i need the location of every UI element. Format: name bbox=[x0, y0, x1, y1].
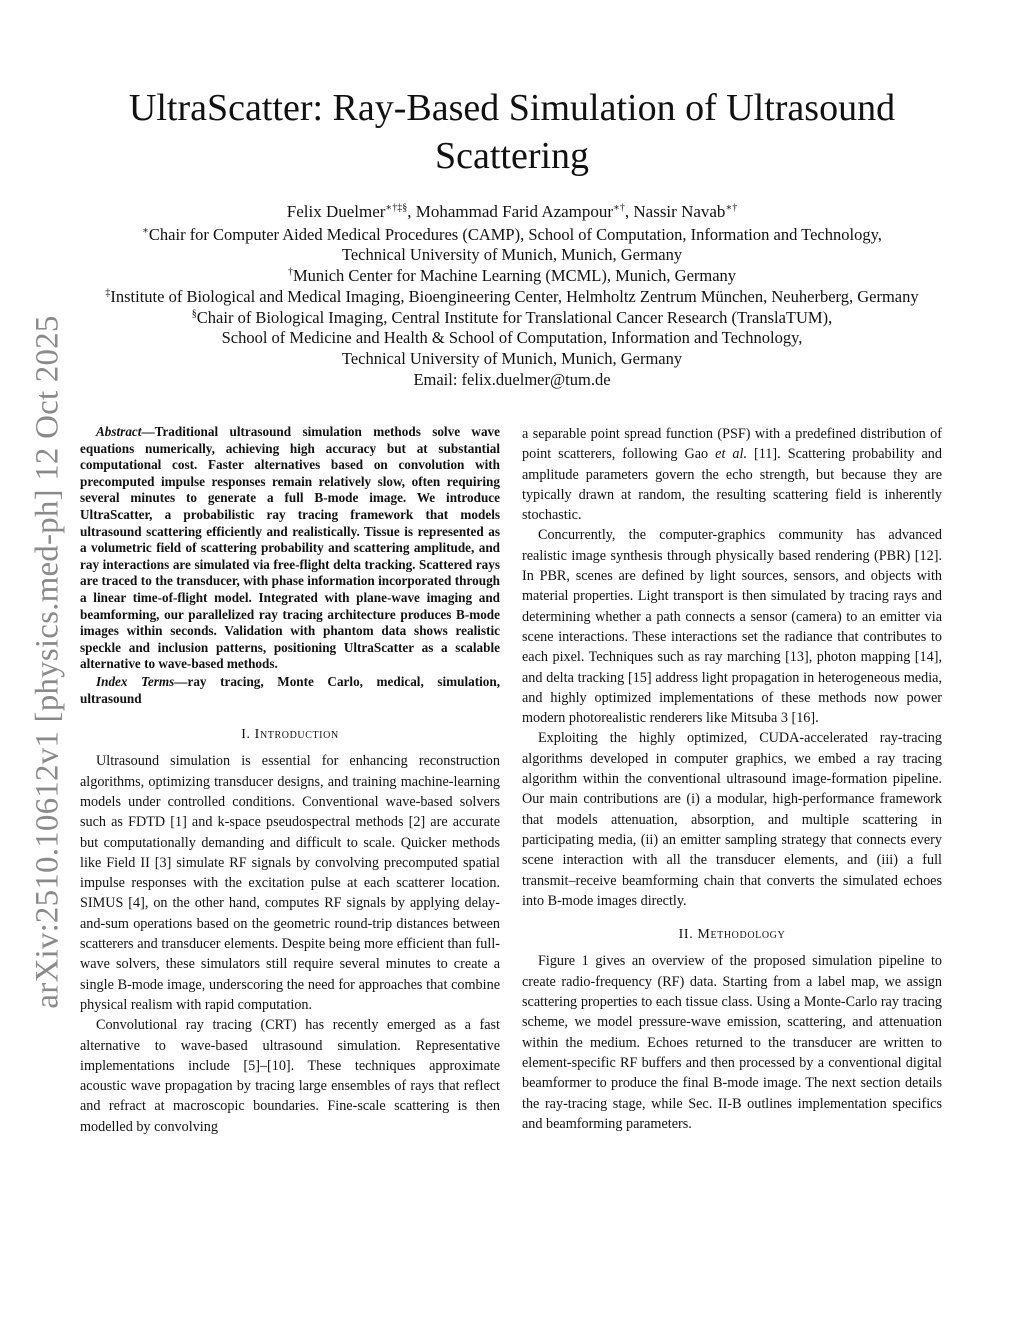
author-1-marks: ∗†‡§ bbox=[385, 202, 408, 214]
section-heading-introduction: I. Introduction bbox=[241, 727, 339, 743]
section-heading-methodology: II. Methodology bbox=[678, 927, 786, 943]
affiliation-4-line-a: Chair of Biological Imaging, Central Institute for Translational Cancer Research (TranslaTUM), bbox=[196, 307, 833, 327]
intro-paragraph-3: Concurrently, the computer-graphics community has advanced realistic image synthesis through physically based rendering (PBR) [12]. In PBR, scenes are defined by light sources, sensors, and objects with material properties. Light transport is then simulated by tracing rays and determining whether a path connects a sensor (camera) to an emitter via scene interactions. These interactions set the radiance that contributes to each pixel. Techniques such as ray marching [13], photon mapping [14], and delta tracking [15] address light propagation in heterogeneous media, and highly optimized implementations of these methods now power modern photorealistic renderers like Mitsuba 3 [16]. bbox=[522, 527, 942, 727]
author-2-marks: ∗† bbox=[613, 202, 625, 214]
affiliation-4-mark: § bbox=[191, 308, 197, 320]
intro-p2-cont-b: [11]. Scattering probability and amplitude parameters govern the echo strength, but because they are typically drawn at random, the resulting scattering field is inherently stochastic. bbox=[522, 446, 942, 524]
affiliation-1-mark: ∗ bbox=[142, 225, 149, 237]
abstract-label: Abstract bbox=[96, 424, 142, 439]
paper-title: UltraScatter: Ray-Based Simulation of Ultrasound Scattering bbox=[128, 87, 896, 177]
intro-paragraph-1: Ultrasound simulation is essential for enhancing reconstruction algorithms, optimizing transducer designs, and training machine-learning models under controlled conditions. Conventional wave-based solvers such as FDTD [1] and k-space pseudospectral methods [2] are accurate but computationally demanding and difficult to scale. Quicker methods like Field II [3] simulate RF signals by convolving precomputed spatial impulse responses with the excitation pulse at each scatterer location. SIMUS [4], on the other hand, computes RF signals by applying delay-and-sum operations based on the geometric round-trip distances between scatterers and transducer elements. Despite being more efficient than full-wave solvers, these simulators still require several minutes to create a single B-mode image, underscoring the need for approaches that combine physical realism with rapid computation. bbox=[80, 753, 500, 1013]
et-al-citation: et al. bbox=[715, 446, 747, 463]
contact-email: Email: felix.duelmer@tum.de bbox=[413, 369, 611, 389]
left-column bbox=[80, 424, 500, 1137]
affiliation-1-line-a: Chair for Computer Aided Medical Procedures (CAMP), School of Computation, Information and Technology, bbox=[148, 224, 882, 244]
affiliation-2-text: Munich Center for Machine Learning (MCML), Munich, Germany bbox=[292, 266, 737, 286]
intro-paragraph-4: Exploiting the highly optimized, CUDA-accelerated ray-tracing algorithms developed in computer graphics, we embed a ray tracing algorithm within the conventional ultrasound image-formation pipeline. Our main contributions are (i) a modular, high-performance framework that models attenuation, absorption, and multiple scattering in participating media, (ii) an emitter sampling strategy that connects every scene interaction with all the transducer elements, and (iii) a full transmit–receive beamforming chain that converts the simulated echoes into B-mode images directly. bbox=[522, 730, 942, 909]
affiliation-4-line-c: Technical University of Munich, Munich, Germany bbox=[341, 348, 683, 368]
author-block bbox=[60, 202, 964, 390]
author-3: , Nassir Navab bbox=[624, 202, 726, 221]
intro-paragraph-2-continued bbox=[522, 424, 942, 525]
index-terms-label: Index Terms bbox=[96, 673, 175, 689]
affiliation-2 bbox=[60, 266, 964, 287]
affiliation-4 bbox=[60, 308, 964, 329]
affiliation-3-text: Institute of Biological and Medical Imaging, Bioengineering Center, Helmholtz Zentrum München, Neuherberg, Germany bbox=[110, 286, 919, 306]
author-3-marks: ∗† bbox=[725, 202, 738, 214]
affiliation-3-mark: ‡ bbox=[105, 287, 111, 299]
affiliation-3 bbox=[60, 287, 964, 308]
abstract bbox=[80, 424, 500, 673]
author-2: , Mohammad Farid Azampour bbox=[407, 202, 614, 221]
index-terms bbox=[80, 674, 500, 707]
affiliation-2-mark: † bbox=[287, 266, 293, 278]
right-column bbox=[522, 424, 942, 1134]
affiliation-1 bbox=[60, 225, 964, 246]
affiliation-1-line-b: Technical University of Munich, Munich, Germany bbox=[341, 245, 683, 265]
affiliation-4-line-b: School of Medicine and Health & School of Computation, Information and Technology, bbox=[221, 328, 803, 348]
index-terms-text: —ray tracing, Monte Carlo, medical, simulation, ultrasound bbox=[80, 673, 500, 706]
intro-paragraph-2: Convolutional ray tracing (CRT) has recently emerged as a fast alternative to wave-based ultrasound simulation. Representative implementations include [5]–[10]. These techniques approximate acoustic wave propagation by tracing large ensembles of rays that reflect and refract at macroscopic boundaries. Fine-scale scattering is then modelled by convolving bbox=[80, 1017, 500, 1135]
abstract-dash: — bbox=[141, 424, 155, 439]
author-1: Felix Duelmer bbox=[286, 202, 386, 221]
author-names bbox=[60, 202, 964, 223]
methodology-paragraph-1: Figure 1 gives an overview of the proposed simulation pipeline to create radio-frequency (RF) data. Starting from a label map, we assign scattering properties to each tissue class. Using a Monte-Carlo ray tracing scheme, we model pressure-wave emission, scattering, and attenuation within the medium. Echoes returned to the transducer are written to element-specific RF buffers and then processed by a conventional digital beamformer to produce the final B-mode image. The next section details the ray-tracing stage, while Sec. II-B outlines implementation specifics and beamforming parameters. bbox=[522, 953, 942, 1132]
intro-p2-cont-a: a separable point spread function (PSF) with a predefined distribution of point scatterers, following Gao bbox=[522, 426, 942, 463]
abstract-text: Traditional ultrasound simulation methods solve wave equations numerically, achieving high accuracy but at substantial computational cost. Faster alternatives based on convolution with precomputed impulse responses remain relatively slow, often requiring several minutes to generate a full B-mode image. We introduce UltraScatter, a probabilistic ray tracing framework that models ultrasound scattering efficiently and realistically. Tissue is represented as a volumetric field of scattering probability and scattering amplitude, and ray interactions are simulated via free-flight delta tracking. Scattered rays are traced to the transducer, with phase information incorporated through a linear time-of-flight model. Integrated with plane-wave imaging and beamforming, our parallelized ray tracing architecture produces B-mode images within seconds. Validation with phantom data shows realistic speckle and inclusion patterns, positioning UltraScatter as a scalable alternative to wave-based methods. bbox=[80, 424, 500, 672]
arxiv-identifier-text: arXiv:2510.10612v1 [physics.med-ph] 12 Oct 2025 bbox=[29, 315, 66, 1009]
